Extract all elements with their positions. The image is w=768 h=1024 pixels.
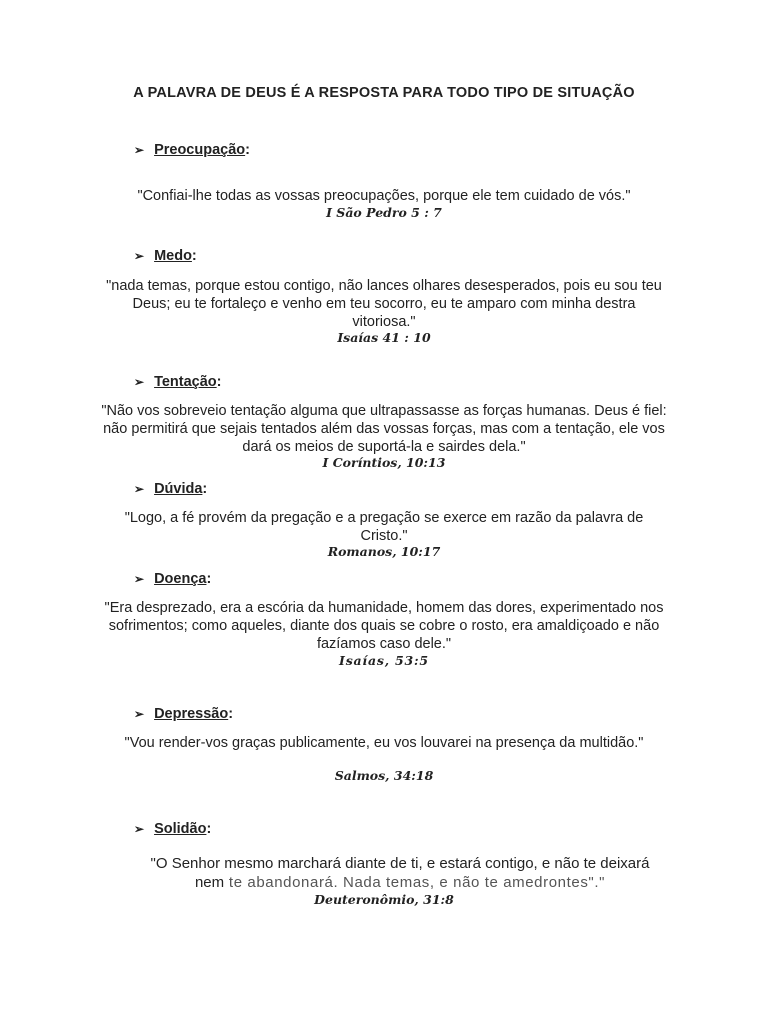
section-heading-depressao: ➢ Depressão : [134, 706, 234, 722]
arrow-bullet-icon: ➢ [134, 707, 145, 721]
section-heading-preocupacao: ➢ Preocupação : [134, 142, 250, 158]
heading-label: Preocupação [154, 142, 246, 158]
scripture-reference: Isaías 41 : 10 [337, 330, 431, 345]
heading-label: Medo [154, 248, 192, 264]
section-heading-tentacao: ➢ Tentação : [134, 374, 222, 390]
scripture-reference: Romanos, 10:17 [327, 544, 441, 559]
heading-label: Doença [154, 571, 207, 587]
arrow-bullet-icon: ➢ [134, 482, 145, 496]
quote-text: "Era desprezado, era a escória da humanidade, homem das dores, experimentado nos sofrimentos; como aqueles, diante dos quais se cobre o rosto, era amaldiçoado e não fazíamos caso dele." [104, 600, 664, 652]
quote-text: "Logo, a fé provém da pregação e a pregação se exerce em razão da palavra de Cristo." [124, 510, 644, 544]
scripture-reference: Deuteronômio, 31:8 [314, 892, 454, 907]
section-heading-solidao: ➢ Solidão : [134, 821, 212, 837]
arrow-bullet-icon: ➢ [134, 822, 145, 836]
arrow-bullet-icon: ➢ [134, 572, 145, 586]
quote-text: "nada temas, porque estou contigo, não lances olhares desesperados, pois eu sou teu Deus; eu te fortaleço e venho em teu socorro, eu te amparo com minha destra vitoriosa." [106, 278, 662, 330]
quote-text: "Não vos sobreveio tentação alguma que ultrapassasse as forças humanas. Deus é fiel: não permitirá que sejais tentados além das vossas forças, mas com a tentação, ele vos dará os meios de suportá-la e sairdes dela." [101, 403, 667, 455]
arrow-bullet-icon: ➢ [134, 143, 145, 157]
heading-label: Solidão [154, 821, 207, 837]
quote-text-part-faded: te abandonará. Nada temas, e não te amedrontes"." [224, 874, 606, 891]
scripture-reference: I São Pedro 5 : 7 [326, 205, 442, 220]
document-title: A PALAVRA DE DEUS É A RESPOSTA PARA TODO TIPO DE SITUAÇÃO [133, 85, 635, 101]
arrow-bullet-icon: ➢ [134, 375, 145, 389]
section-heading-doenca: ➢ Doença : [134, 571, 212, 587]
scripture-reference: I Coríntios, 10:13 [322, 455, 446, 470]
quote-text: "Confiai-lhe todas as vossas preocupações, porque ele tem cuidado de vós." [137, 188, 631, 204]
section-heading-medo: ➢ Medo : [134, 248, 197, 264]
arrow-bullet-icon: ➢ [134, 249, 145, 263]
scripture-reference: Salmos, 34:18 [334, 768, 434, 783]
heading-label: Tentação [154, 374, 217, 390]
heading-label: Depressão [154, 706, 229, 722]
scripture-reference: Isaías, 53:5 [339, 653, 429, 668]
quote-text [140, 854, 660, 892]
section-heading-duvida: ➢ Dúvida : [134, 481, 208, 497]
quote-text: "Vou render-vos graças publicamente, eu vos louvarei na presença da multidão." [124, 735, 644, 751]
heading-label: Dúvida [154, 481, 203, 497]
quote-text-part: "O Senhor mesmo marchará diante de ti, e estará contigo, e não te deixará nem [150, 855, 650, 891]
